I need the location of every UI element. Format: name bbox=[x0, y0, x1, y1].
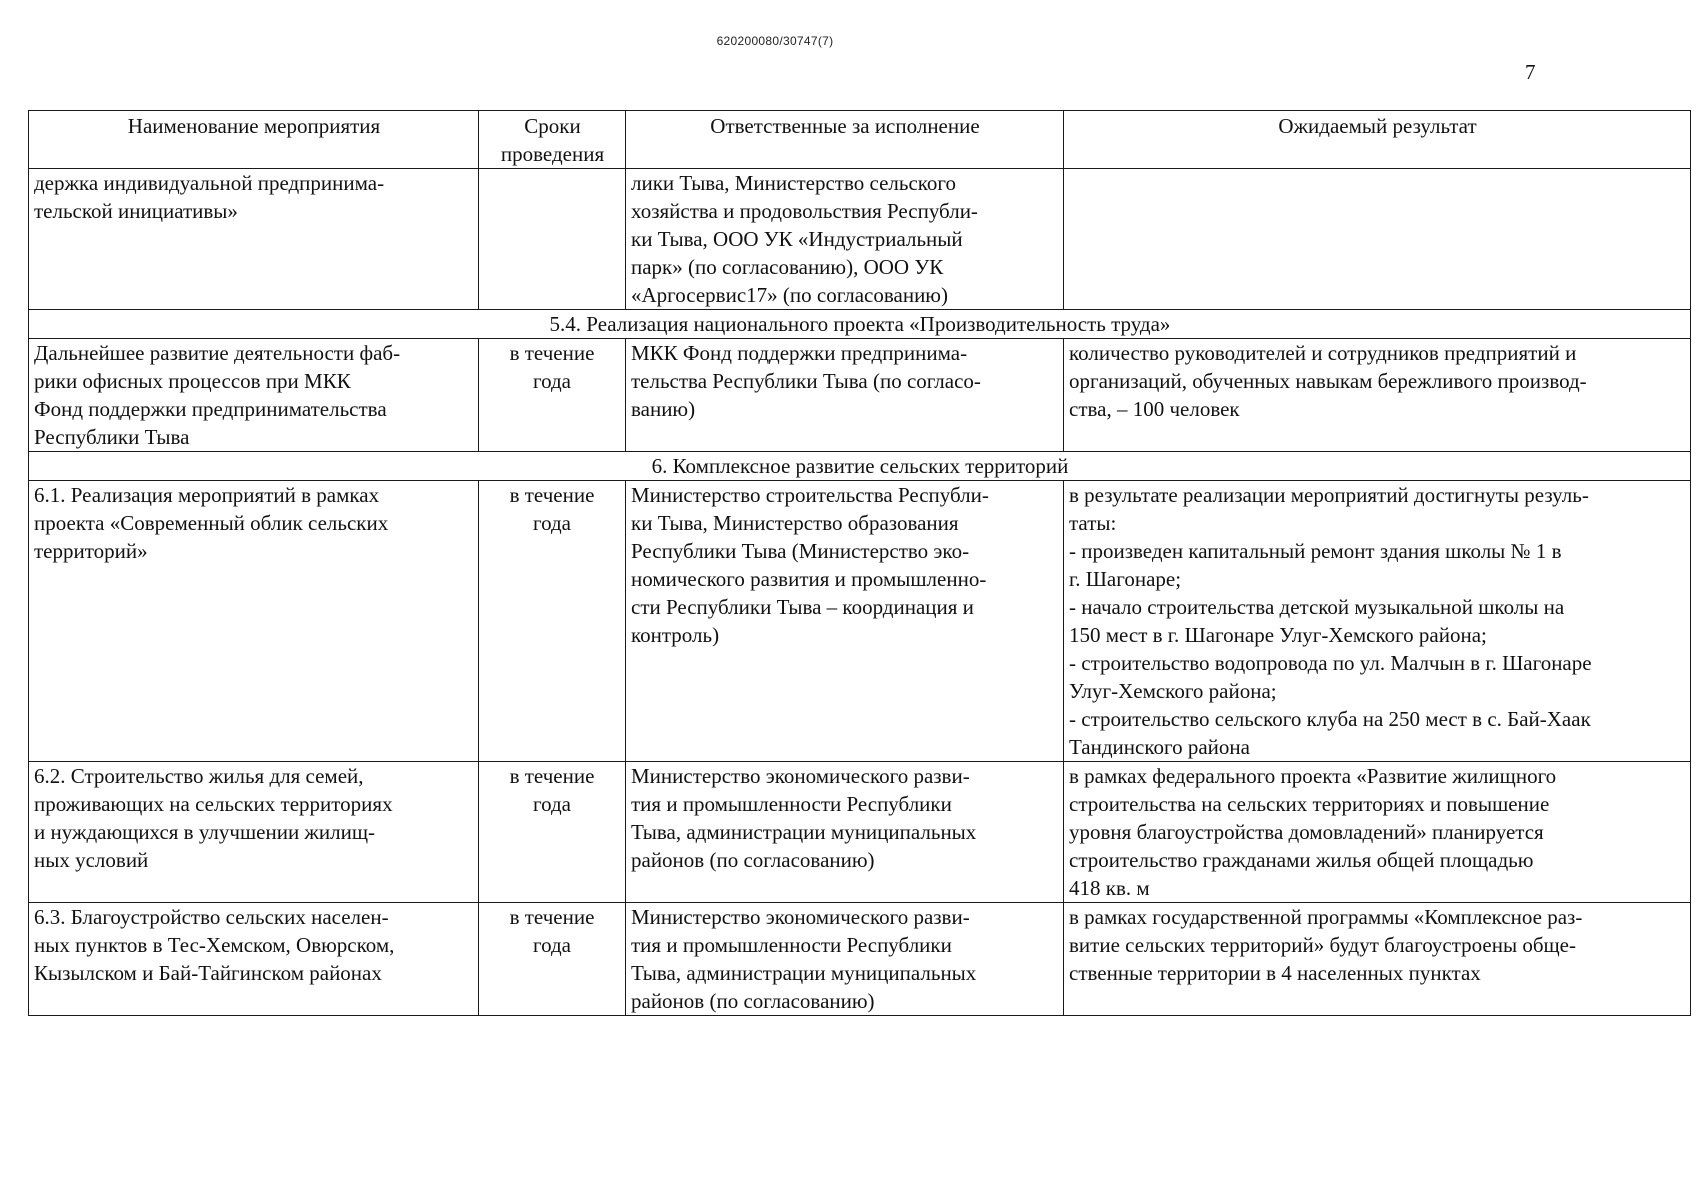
term-cell bbox=[479, 481, 626, 762]
cell-line: Министерство экономического разви- bbox=[631, 764, 970, 788]
cell-line: держка индивидуальной предпринима- bbox=[34, 171, 385, 195]
table-header bbox=[29, 111, 1691, 169]
expected-result-cell bbox=[1064, 481, 1691, 762]
cell-line: г. Шагонаре; bbox=[1069, 567, 1182, 591]
cell-line: года bbox=[533, 511, 571, 535]
responsible-cell bbox=[626, 169, 1064, 310]
header-line: Ожидаемый результат bbox=[1278, 114, 1477, 138]
activity-name-cell bbox=[29, 903, 479, 1016]
responsible-cell bbox=[626, 339, 1064, 452]
cell-line: «Аргосервис17» (по согласованию) bbox=[631, 283, 948, 307]
cell-line: 6.1. Реализация мероприятий в рамках bbox=[34, 483, 380, 507]
table-row bbox=[29, 762, 1691, 903]
header-line: Сроки bbox=[524, 114, 581, 138]
cell-line: количество руководителей и сотрудников предприятий и bbox=[1069, 341, 1577, 365]
cell-line: ства, – 100 человек bbox=[1069, 397, 1240, 421]
header-line: Ответственные за исполнение bbox=[710, 114, 980, 138]
cell-line: ванию) bbox=[631, 397, 696, 421]
responsible-cell bbox=[626, 762, 1064, 903]
cell-line: Кызылском и Бай-Тайгинском районах bbox=[34, 961, 382, 985]
cell-line: тельской инициативы» bbox=[34, 199, 238, 223]
header-row bbox=[29, 111, 1691, 169]
column-header-result bbox=[1064, 111, 1691, 169]
expected-result-cell bbox=[1064, 169, 1691, 310]
cell-line: года bbox=[533, 933, 571, 957]
table-row bbox=[29, 169, 1691, 310]
cell-line: витие сельских территорий» будут благоустроены обще- bbox=[1069, 933, 1576, 957]
cell-line: Республики Тыва (Министерство эко- bbox=[631, 539, 970, 563]
cell-line: таты: bbox=[1069, 511, 1117, 535]
cell-line: тия и промышленности Республики bbox=[631, 792, 952, 816]
cell-line: Министерство строительства Республи- bbox=[631, 483, 989, 507]
cell-line: Тыва, администрации муниципальных bbox=[631, 820, 977, 844]
cell-line: - произведен капитальный ремонт здания школы № 1 в bbox=[1069, 539, 1562, 563]
column-header-name bbox=[29, 111, 479, 169]
cell-line: ных условий bbox=[34, 848, 149, 872]
cell-line: Тыва, администрации муниципальных bbox=[631, 961, 977, 985]
column-header-term bbox=[479, 111, 626, 169]
section-title: 5.4. Реализация национального проекта «Производительность труда» bbox=[29, 310, 1691, 339]
cell-line: хозяйства и продовольствия Республи- bbox=[631, 199, 978, 223]
header-line: Наименование мероприятия bbox=[127, 114, 381, 138]
activity-name-cell bbox=[29, 339, 479, 452]
cell-line: парк» (по согласованию), ООО УК bbox=[631, 255, 944, 279]
activities-table bbox=[28, 110, 1691, 1016]
table-row bbox=[29, 481, 1691, 762]
cell-line: организаций, обученных навыкам бережливого производ- bbox=[1069, 369, 1587, 393]
cell-line: контроль) bbox=[631, 623, 720, 647]
expected-result-cell bbox=[1064, 903, 1691, 1016]
cell-line: в рамках государственной программы «Комплексное раз- bbox=[1069, 905, 1583, 929]
cell-line: рики офисных процессов при МКК bbox=[34, 369, 351, 393]
activity-name-cell bbox=[29, 481, 479, 762]
cell-line: районов (по согласованию) bbox=[631, 989, 875, 1013]
cell-line: Дальнейшее развитие деятельности фаб- bbox=[34, 341, 401, 365]
section-row bbox=[29, 310, 1691, 339]
cell-line: проекта «Современный облик сельских bbox=[34, 511, 389, 535]
document-id: 620200080/30747(7) bbox=[716, 34, 834, 48]
section-row bbox=[29, 452, 1691, 481]
cell-line: лики Тыва, Министерство сельского bbox=[631, 171, 956, 195]
cell-line: Тандинского района bbox=[1069, 735, 1250, 759]
cell-line: строительство гражданами жилья общей площадью bbox=[1069, 848, 1534, 872]
cell-line: территорий» bbox=[34, 539, 148, 563]
cell-line: МКК Фонд поддержки предпринима- bbox=[631, 341, 968, 365]
cell-line: года bbox=[533, 792, 571, 816]
activity-name-cell bbox=[29, 762, 479, 903]
page-number: 7 bbox=[1525, 60, 1536, 84]
cell-line: и нуждающихся в улучшении жилищ- bbox=[34, 820, 376, 844]
cell-line: районов (по согласованию) bbox=[631, 848, 875, 872]
cell-line: в течение bbox=[509, 905, 595, 929]
activity-name-cell bbox=[29, 169, 479, 310]
cell-line: в рамках федерального проекта «Развитие жилищного bbox=[1069, 764, 1557, 788]
cell-line: года bbox=[533, 369, 571, 393]
cell-line: - строительство водопровода по ул. Малчын в г. Шагонаре bbox=[1069, 651, 1592, 675]
cell-line: номического развития и промышленно- bbox=[631, 567, 987, 591]
cell-line: ственные территории в 4 населенных пунктах bbox=[1069, 961, 1481, 985]
cell-line: Министерство экономического разви- bbox=[631, 905, 970, 929]
responsible-cell bbox=[626, 903, 1064, 1016]
expected-result-cell bbox=[1064, 339, 1691, 452]
table-body bbox=[29, 169, 1691, 1016]
header-line: проведения bbox=[500, 142, 605, 166]
cell-line: в течение bbox=[509, 764, 595, 788]
cell-line: уровня благоустройства домовладений» планируется bbox=[1069, 820, 1544, 844]
cell-line: - строительство сельского клуба на 250 мест в с. Бай-Хаак bbox=[1069, 707, 1591, 731]
term-cell bbox=[479, 169, 626, 310]
section-title: 6. Комплексное развитие сельских территорий bbox=[29, 452, 1691, 481]
responsible-cell bbox=[626, 481, 1064, 762]
cell-line: тия и промышленности Республики bbox=[631, 933, 952, 957]
cell-line: Фонд поддержки предпринимательства bbox=[34, 397, 387, 421]
cell-line: строительства на сельских территориях и повышение bbox=[1069, 792, 1550, 816]
term-cell bbox=[479, 903, 626, 1016]
term-cell bbox=[479, 762, 626, 903]
cell-line: 6.2. Строительство жилья для семей, bbox=[34, 764, 364, 788]
cell-line: сти Республики Тыва – координация и bbox=[631, 595, 974, 619]
cell-line: 6.3. Благоустройство сельских населен- bbox=[34, 905, 389, 929]
cell-line: в течение bbox=[509, 483, 595, 507]
cell-line: в течение bbox=[509, 341, 595, 365]
column-header-responsible bbox=[626, 111, 1064, 169]
cell-line: - начало строительства детской музыкальной школы на bbox=[1069, 595, 1565, 619]
cell-line: 418 кв. м bbox=[1069, 876, 1150, 900]
expected-result-cell bbox=[1064, 762, 1691, 903]
cell-line: Улуг-Хемского района; bbox=[1069, 679, 1277, 703]
cell-line: ки Тыва, ООО УК «Индустриальный bbox=[631, 227, 963, 251]
cell-line: Республики Тыва bbox=[34, 425, 190, 449]
table-row bbox=[29, 339, 1691, 452]
cell-line: ных пунктов в Тес-Хемском, Овюрском, bbox=[34, 933, 395, 957]
cell-line: ки Тыва, Министерство образования bbox=[631, 511, 959, 535]
cell-line: 150 мест в г. Шагонаре Улуг-Хемского района; bbox=[1069, 623, 1487, 647]
term-cell bbox=[479, 339, 626, 452]
cell-line: проживающих на сельских территориях bbox=[34, 792, 393, 816]
cell-line: тельства Республики Тыва (по согласо- bbox=[631, 369, 981, 393]
table-row bbox=[29, 903, 1691, 1016]
cell-line: в результате реализации мероприятий достигнуты резуль- bbox=[1069, 483, 1589, 507]
